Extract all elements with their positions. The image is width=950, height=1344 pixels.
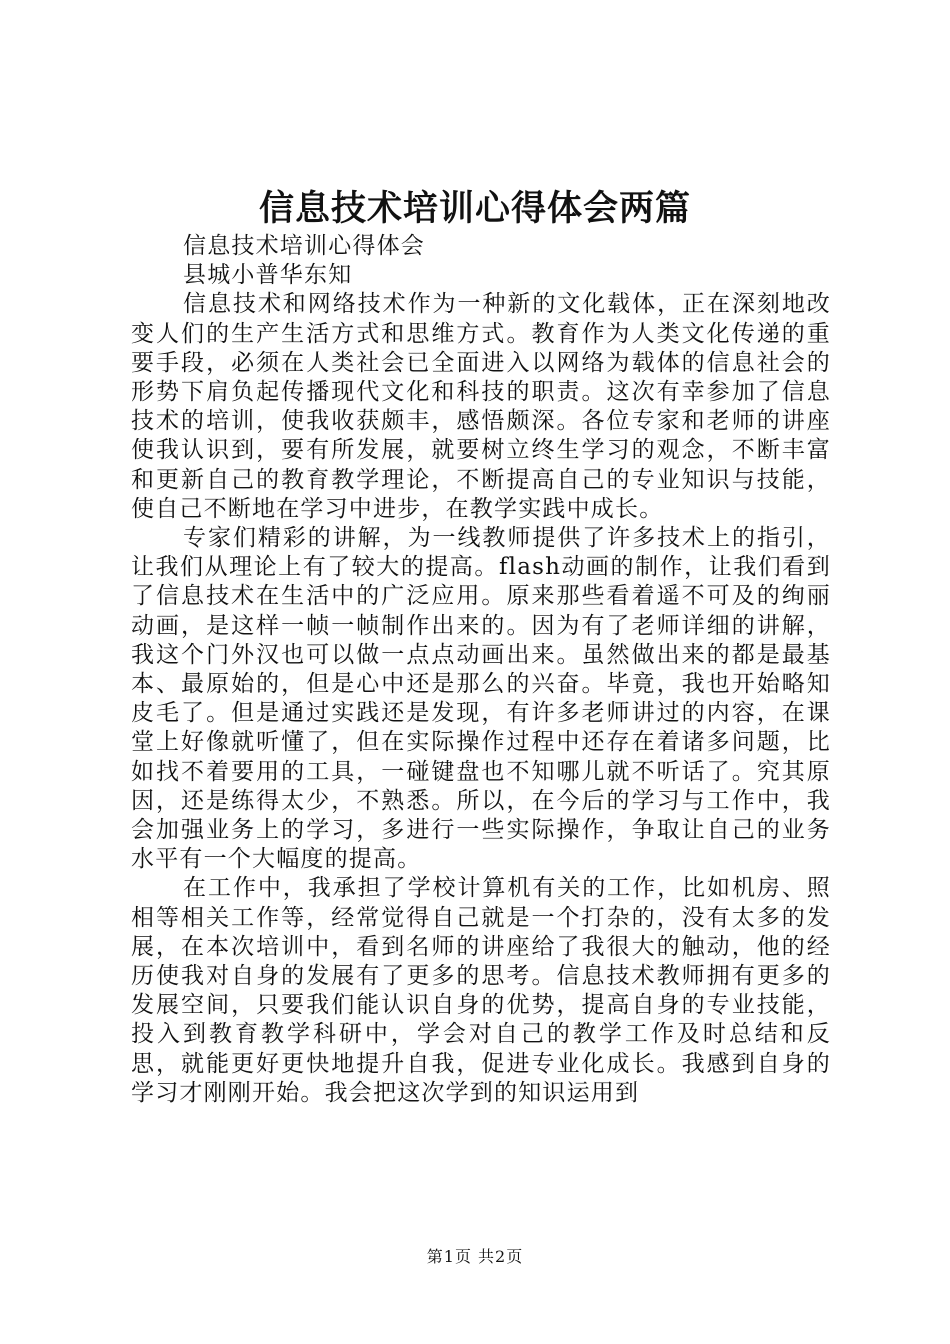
document-title: 信息技术培训心得体会两篇 [258,188,691,229]
paragraph-2: 专家们精彩的讲解，为一线教师提供了许多技术上的指引，让我们从理论上有了较大的提高。flash动画的制作，让我们看到了信息技术在生活中的广泛应用。原来那些看着遥不可及的绚丽动画，是这样一帧一帧制作出来的。因为有了老师详细的讲解，我这个门外汉也可以做一点点动画出来。虽然做出来的都是最基本、最原始的，但是心中还是那么的兴奋。毕竟，我也开始略知皮毛了。但是通过实践还是发现，有许多老师讲过的内容，在课堂上好像就听懂了，但在实际操作过程中还存在着诸多问题，比如找不着要用的工具，一碰键盘也不知哪儿就不听话了。究其原因，还是练得太少，不熟悉。所以，在今后的学习与工作中，我会加强业务上的学习，多进行一些实际操作，争取让自己的业务水平有一个大幅度的提高。 [131,525,831,873]
paragraph-1: 信息技术和网络技术作为一种新的文化载体，正在深刻地改变人们的生产生活方式和思维方式。教育作为人类文化传递的重要手段，必须在人类社会已全面进入以网络为载体的信息社会的形势下肩负起传播现代文化和科技的职责。这次有幸参加了信息技术的培训，使我收获颇丰，感悟颇深。各位专家和老师的讲座使我认识到，要有所发展，就要树立终生学习的观念，不断丰富和更新自己的教育教学理论，不断提高自己的专业知识与技能，使自己不断地在学习中进步，在教学实践中成长。 [131,291,831,522]
page-footer: 第1页 共2页 [426,1247,524,1266]
section-subtitle: 信息技术培训心得体会 [183,233,425,259]
paragraph-3: 在工作中，我承担了学校计算机有关的工作，比如机房、照相等相关工作等，经常觉得自己就是一个打杂的，没有太多的发展，在本次培训中，看到名师的讲座给了我很大的触动，他的经历使我对自身的发展有了更多的思考。信息技术教师拥有更多的发展空间，只要我们能认识自身的优势，提高自身的专业技能，投入到教育教学科研中，学会对自己的教学工作及时总结和反思，就能更好更快地提升自我，促进专业化成长。我感到自身的学习才刚刚开始。我会把这次学到的知识运用到 [131,875,831,1106]
author-line: 县城小普华东知 [183,262,353,289]
document-body [131,232,831,1108]
